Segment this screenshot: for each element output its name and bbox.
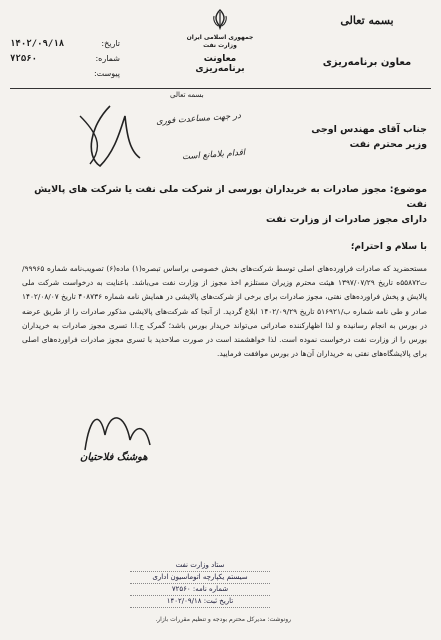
small-basmala: بسمه تعالی — [170, 91, 204, 99]
signer-name: هوشنگ فلاحتیان — [80, 452, 148, 463]
recipient-name: جناب آقای مهندس اوجی — [311, 124, 427, 135]
date-label: تاریخ: — [101, 39, 120, 48]
subject-block — [20, 182, 427, 227]
stamp-line-1: ستاد وزارت نفت — [130, 560, 270, 572]
attachment-label: پیوست: — [93, 69, 120, 78]
basmala: بسمه تعالی — [340, 14, 394, 27]
emblem-icon — [209, 8, 231, 30]
header-divider — [10, 88, 431, 89]
date-row — [10, 36, 120, 51]
emblem-line1: جمهوری اسلامی ایران — [186, 34, 254, 41]
subject-line-2: دارای مجوز صادرات از وزارت نفت — [266, 214, 427, 225]
signature-icon — [70, 405, 160, 455]
subject-line-1: موضوع: مجوز صادرات به خریداران بورسی از شرکت ملی نفت یا شرکت های پالایش نفت — [34, 184, 427, 210]
attachment-row — [10, 66, 120, 81]
handwritten-note-1: در جهت مساعدت فوری — [155, 111, 242, 127]
cc-note: رونوشت: مدیرکل محترم بودجه و تنظیم مقررات بازار. — [155, 616, 291, 623]
handwritten-scribble — [70, 96, 210, 176]
registration-stamp — [130, 560, 270, 608]
recipient-title: وزیر محترم نفت — [349, 139, 427, 150]
greeting: با سلام و احترام؛ — [350, 242, 427, 252]
number-row — [10, 51, 120, 66]
reference-block — [10, 36, 120, 81]
stamp-line-3: شماره نامه: ۷۲۵۶۰ — [130, 584, 270, 596]
stamp-line-2: سیستم یکپارچه اتوماسیون اداری — [130, 572, 270, 584]
stamp-line-4: تاریخ ثبت: ۱۴۰۲/۰۹/۱۸ — [130, 596, 270, 608]
header-right — [307, 14, 427, 68]
emblem-organization: معاونت برنامه‌ریزی — [195, 54, 245, 74]
emblem-block — [180, 8, 260, 74]
handwritten-note-2: اقدام بلامانع است — [181, 147, 246, 163]
number-label: شماره: — [95, 54, 120, 63]
date-value: ۱۴۰۲/۰۹/۱۸ — [10, 38, 65, 49]
body-paragraph: مستحضرید که صادرات فراورده‌های اصلی توسط شرکت‌های بخش خصوصی براساس تبصره(۱) ماده(۶) تصویب‌نامه شماره ۹۹۹۶۵/ت۵۵۸۷۲ه تاریخ ۱۳۹۷/۰۷/۲۹ هیئت محترم وزیران مستلزم اخذ مجوز از وزارت نفت می‌باشد. باعنایت به درخواست شرکت ملی پالایش و پخش فراورده‌های نفتی، مجوز صادرات برای برخی از شرکت‌های پالایشی در همایش نامه شماره ۴۰۸۷۳۶ تاریخ ۱۴۰۲/۰۸/۰۷ صادر و طی نامه شماره ب/۵۱۶۹۲۱ تاریخ ۱۴۰۲/۰۹/۲۹ ابلاغ گردید. از آنجا که شرکت‌های پالایشی مذکور صادرات را از طریق عرضه در بورس به انجام رسانیده و لذا اظهارکننده صادراتی می‌تواند خریدار بورس باشد؛ گمرک ج.ا.ا تسری مجوز صادرات به خریداران بورس را از وزارت نفت درخواست نموده است. لذا خواهشمند است در صورت صلاحدید با تسری مجوز صادرات فراورده‌های اصلی برای پالایشگاه‌های نفتی به خریداران آن‌ها در بورس موافقت فرمایید. — [22, 264, 428, 359]
number-value: ۷۲۵۶۰ — [10, 53, 38, 64]
emblem-line2: وزارت نفت — [203, 42, 237, 49]
organization-title: معاون برنامه‌ریزی — [322, 57, 412, 68]
recipient-block — [311, 122, 427, 152]
